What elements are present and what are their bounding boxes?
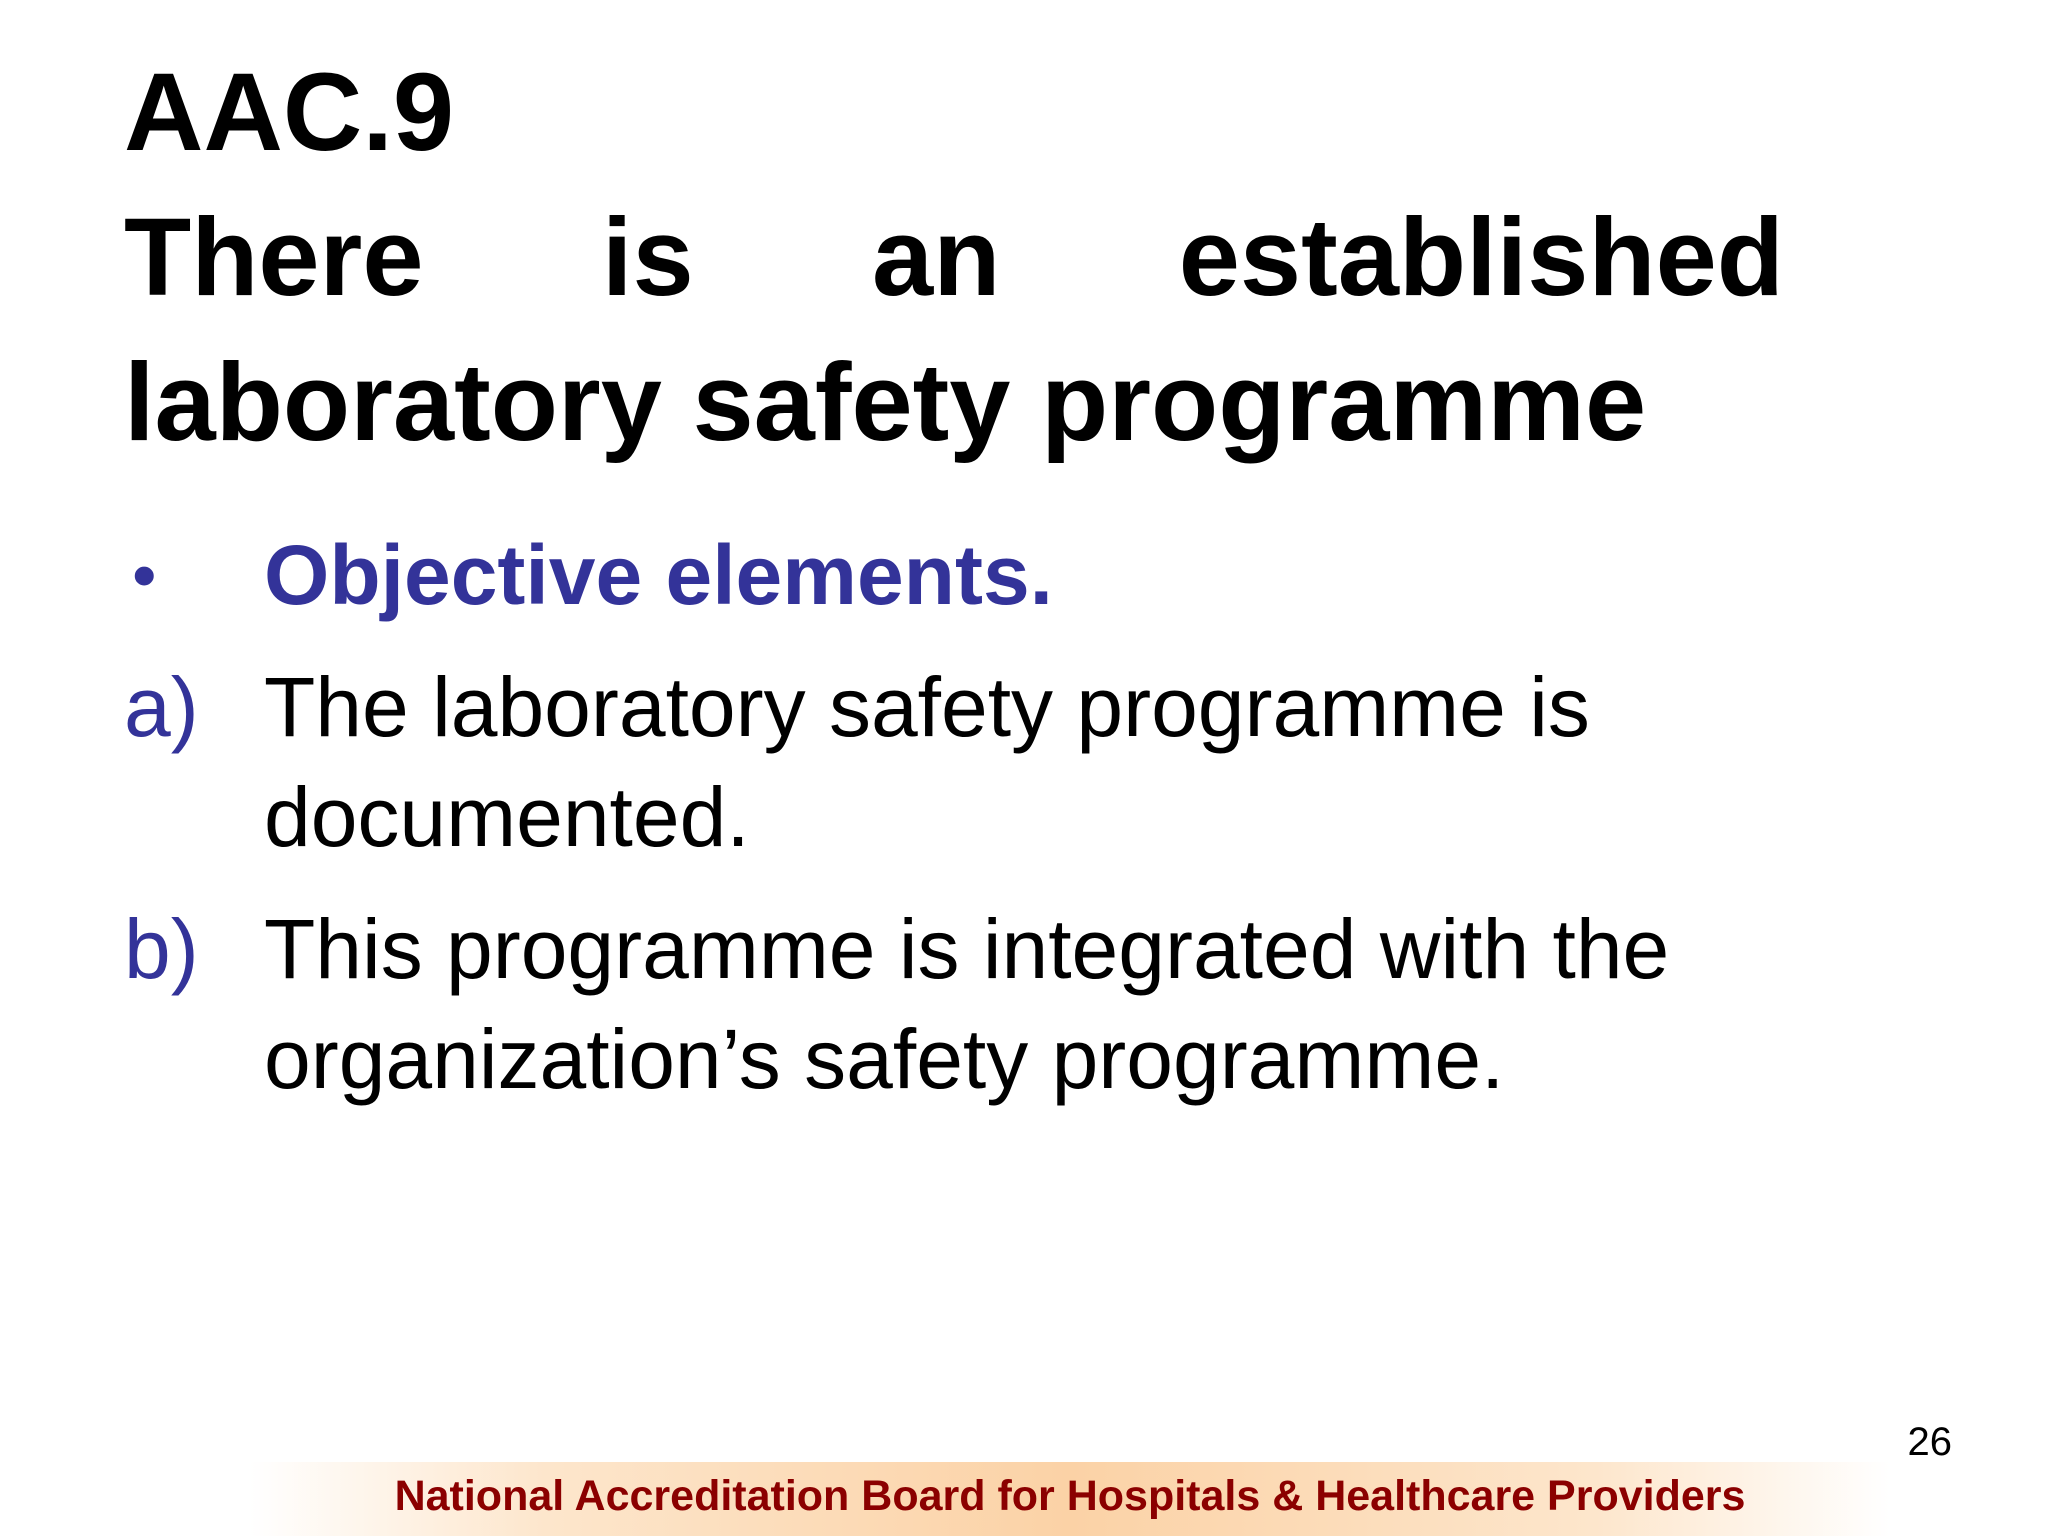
title-word: an: [872, 196, 1001, 319]
section-heading-text: Objective elements.: [264, 528, 1054, 622]
title-word: is: [601, 196, 694, 319]
title-word: established: [1178, 196, 1784, 319]
footer-organization: National Accreditation Board for Hospitals & Healthcare Providers: [394, 1472, 1746, 1520]
title-word: There: [124, 196, 424, 319]
list-item-line: The laboratory safety programme is: [264, 660, 1590, 754]
list-item-line: organization’s safety programme.: [264, 1012, 1505, 1106]
slide-body: [124, 520, 1904, 1136]
bullet-marker: •: [132, 536, 157, 614]
title-line-3: laboratory safety programme: [124, 341, 1647, 464]
standard-code: AAC.9: [124, 51, 455, 174]
slide-title: [124, 40, 1784, 475]
list-item: [124, 894, 1904, 1114]
footer-band: [250, 1462, 1890, 1536]
list-item: [124, 652, 1904, 872]
list-marker: a): [124, 660, 199, 754]
list-item-line: This programme is integrated with the: [264, 902, 1670, 996]
section-heading: [124, 520, 1904, 630]
list-item-line: documented.: [264, 770, 750, 864]
list-marker: b): [124, 902, 199, 996]
page-number: 26: [1907, 1420, 1952, 1464]
title-line-2: [124, 185, 1784, 330]
